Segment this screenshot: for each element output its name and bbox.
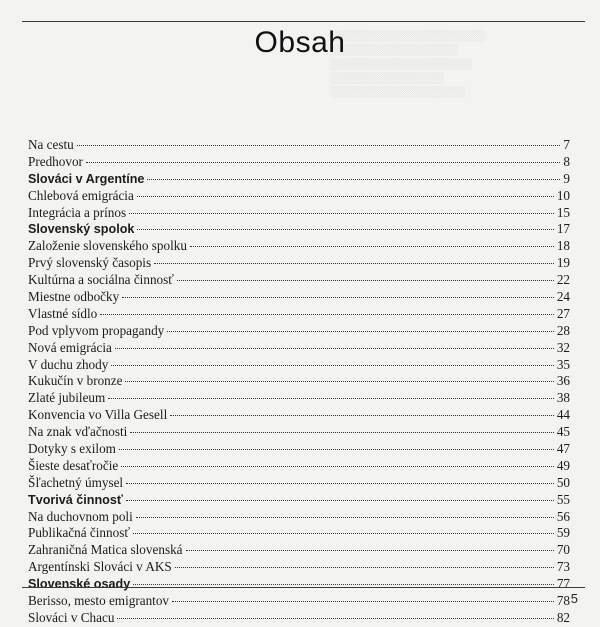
- show-through-text: ░░░░░░░░░░░░░░░░░░░░░░ ░░░░░░░░░░░░░░░░░░ ░░░░░░░░░░░░░░░░░░░░ ░░░░░░░░░░░░░░░░ ░░░░░░░░░░░░░░░░░░░: [330, 31, 486, 98]
- toc-entry-page: 17: [556, 221, 570, 237]
- toc-entry: [28, 306, 570, 323]
- dot-leader: [133, 584, 554, 585]
- toc-entry-page: 38: [556, 390, 570, 406]
- toc-entry-page: 28: [556, 322, 570, 338]
- dot-leader: [111, 365, 553, 366]
- top-rule: [22, 21, 585, 22]
- toc-entry-label: Konvencia vo Villa Gesell: [28, 407, 168, 423]
- toc-entry-label: Slovenský spolok: [28, 222, 135, 237]
- toc-entry: [28, 137, 570, 154]
- toc-entry-label: Berisso, mesto emigrantov: [28, 593, 170, 609]
- dot-leader: [126, 483, 554, 484]
- toc-entry: [28, 542, 570, 559]
- dot-leader: [186, 550, 554, 551]
- toc-entry-page: 77: [556, 576, 570, 592]
- toc-entry: [28, 610, 570, 627]
- toc-entry-label: Slováci v Chacu: [28, 609, 115, 625]
- dot-leader: [136, 517, 554, 518]
- toc-entry-label: Na znak vďačnosti: [28, 424, 128, 440]
- toc-entry-label: Šieste desaťročie: [28, 457, 119, 473]
- toc-entry: [28, 441, 570, 458]
- toc-entry-page: 45: [556, 424, 570, 440]
- toc-entry-label: Zahraničná Matica slovenská: [28, 542, 183, 558]
- toc-entry-page: 70: [556, 542, 570, 558]
- toc-entry: [28, 205, 570, 222]
- dot-leader: [167, 331, 554, 332]
- toc-entry-label: Dotyky s exilom: [28, 441, 116, 457]
- toc-entry: [28, 340, 570, 357]
- toc-entry-page: 73: [556, 559, 570, 575]
- toc-entry-page: 35: [556, 356, 570, 372]
- toc-entry-label: Pod vplyvom propagandy: [28, 322, 165, 338]
- toc-entry-page: 47: [556, 441, 570, 457]
- page-number: 5: [570, 591, 578, 606]
- toc-entry-page: 27: [556, 305, 570, 321]
- toc-entry: [28, 458, 570, 475]
- toc-entry-page: 18: [556, 238, 570, 254]
- toc-entry-label: Kukučín v bronze: [28, 373, 123, 389]
- toc-entry: [28, 424, 570, 441]
- toc-section-heading: [28, 492, 570, 509]
- toc-entry-label: Vlastné sídlo: [28, 305, 98, 321]
- toc-entry-label: Nová emigrácia: [28, 339, 112, 355]
- toc-entry-label: Publikačná činnosť: [28, 525, 130, 541]
- toc-entry-page: 59: [556, 525, 570, 541]
- dot-leader: [137, 229, 553, 230]
- dot-leader: [130, 432, 553, 433]
- toc-entry-label: V duchu zhody: [28, 356, 109, 372]
- dot-leader: [126, 500, 554, 501]
- toc-entry-label: Šľachetný úmysel: [28, 474, 124, 490]
- toc-entry-label: Predhovor: [28, 153, 83, 169]
- dot-leader: [172, 601, 554, 602]
- dot-leader: [100, 314, 554, 315]
- toc-entry-page: 24: [556, 289, 570, 305]
- toc-entry: [28, 154, 570, 171]
- toc-entry-label: Zlaté jubileum: [28, 390, 106, 406]
- toc-entry-page: 82: [556, 609, 570, 625]
- toc-entry-label: Miestne odbočky: [28, 289, 120, 305]
- toc-section-heading: [28, 576, 570, 593]
- toc-entry-page: 15: [556, 204, 570, 220]
- toc-entry-label: Integrácia a prínos: [28, 204, 127, 220]
- toc-entry-label: Kultúrna a sociálna činnosť: [28, 272, 174, 288]
- toc-entry-page: 36: [556, 373, 570, 389]
- toc-entry-label: Tvorivá činnosť: [28, 492, 123, 507]
- dot-leader: [177, 280, 554, 281]
- dot-leader: [86, 162, 560, 163]
- dot-leader: [133, 533, 554, 534]
- table-of-contents: [28, 137, 570, 627]
- toc-entry-label: Prvý slovenský časopis: [28, 255, 152, 271]
- dot-leader: [122, 297, 554, 298]
- toc-section-heading: [28, 221, 570, 238]
- dot-leader: [119, 449, 554, 450]
- toc-entry-page: 44: [556, 407, 570, 423]
- dot-leader: [170, 415, 554, 416]
- toc-entry: [28, 238, 570, 255]
- toc-entry-label: Na duchovnom poli: [28, 508, 133, 524]
- toc-entry-page: 8: [563, 153, 570, 169]
- toc-entry: [28, 323, 570, 340]
- toc-entry: [28, 272, 570, 289]
- dot-leader: [108, 398, 554, 399]
- toc-entry: [28, 357, 570, 374]
- toc-entry-label: Chlebová emigrácia: [28, 187, 134, 203]
- toc-entry-page: 10: [556, 187, 570, 203]
- toc-entry-page: 19: [556, 255, 570, 271]
- toc-entry-page: 78: [556, 593, 570, 609]
- toc-entry: [28, 525, 570, 542]
- dot-leader: [77, 145, 561, 146]
- toc-entry: [28, 593, 570, 610]
- toc-entry: [28, 255, 570, 272]
- toc-entry-label: Argentínski Slováci v AKS: [28, 559, 172, 575]
- toc-entry: [28, 188, 570, 205]
- dot-leader: [154, 263, 554, 264]
- toc-entry: [28, 407, 570, 424]
- toc-entry-page: 55: [556, 491, 570, 507]
- toc-entry-page: 50: [556, 474, 570, 490]
- dot-leader: [147, 179, 560, 180]
- toc-section-heading: [28, 171, 570, 188]
- toc-entry-page: 22: [556, 272, 570, 288]
- dot-leader: [121, 466, 554, 467]
- dot-leader: [115, 348, 554, 349]
- dot-leader: [125, 381, 553, 382]
- toc-entry-page: 56: [556, 508, 570, 524]
- toc-entry-label: Na cestu: [28, 137, 74, 152]
- bottom-rule: [22, 587, 585, 588]
- toc-entry: [28, 509, 570, 526]
- toc-entry-label: Slováci v Argentíne: [28, 171, 145, 186]
- toc-entry: [28, 390, 570, 407]
- dot-leader: [129, 213, 554, 214]
- toc-entry-page: 7: [563, 137, 570, 152]
- toc-entry: [28, 475, 570, 492]
- toc-entry: [28, 559, 570, 576]
- dot-leader: [117, 618, 553, 619]
- dot-leader: [190, 246, 554, 247]
- toc-entry: [28, 373, 570, 390]
- toc-entry-page: 9: [563, 170, 570, 186]
- dot-leader: [137, 196, 554, 197]
- page-title: Obsah: [254, 26, 346, 59]
- dot-leader: [175, 567, 554, 568]
- toc-entry-label: Slovenské osady: [28, 577, 131, 592]
- toc-entry-label: Založenie slovenského spolku: [28, 238, 187, 254]
- toc-entry: [28, 289, 570, 306]
- toc-entry-page: 49: [556, 457, 570, 473]
- toc-entry-page: 32: [556, 339, 570, 355]
